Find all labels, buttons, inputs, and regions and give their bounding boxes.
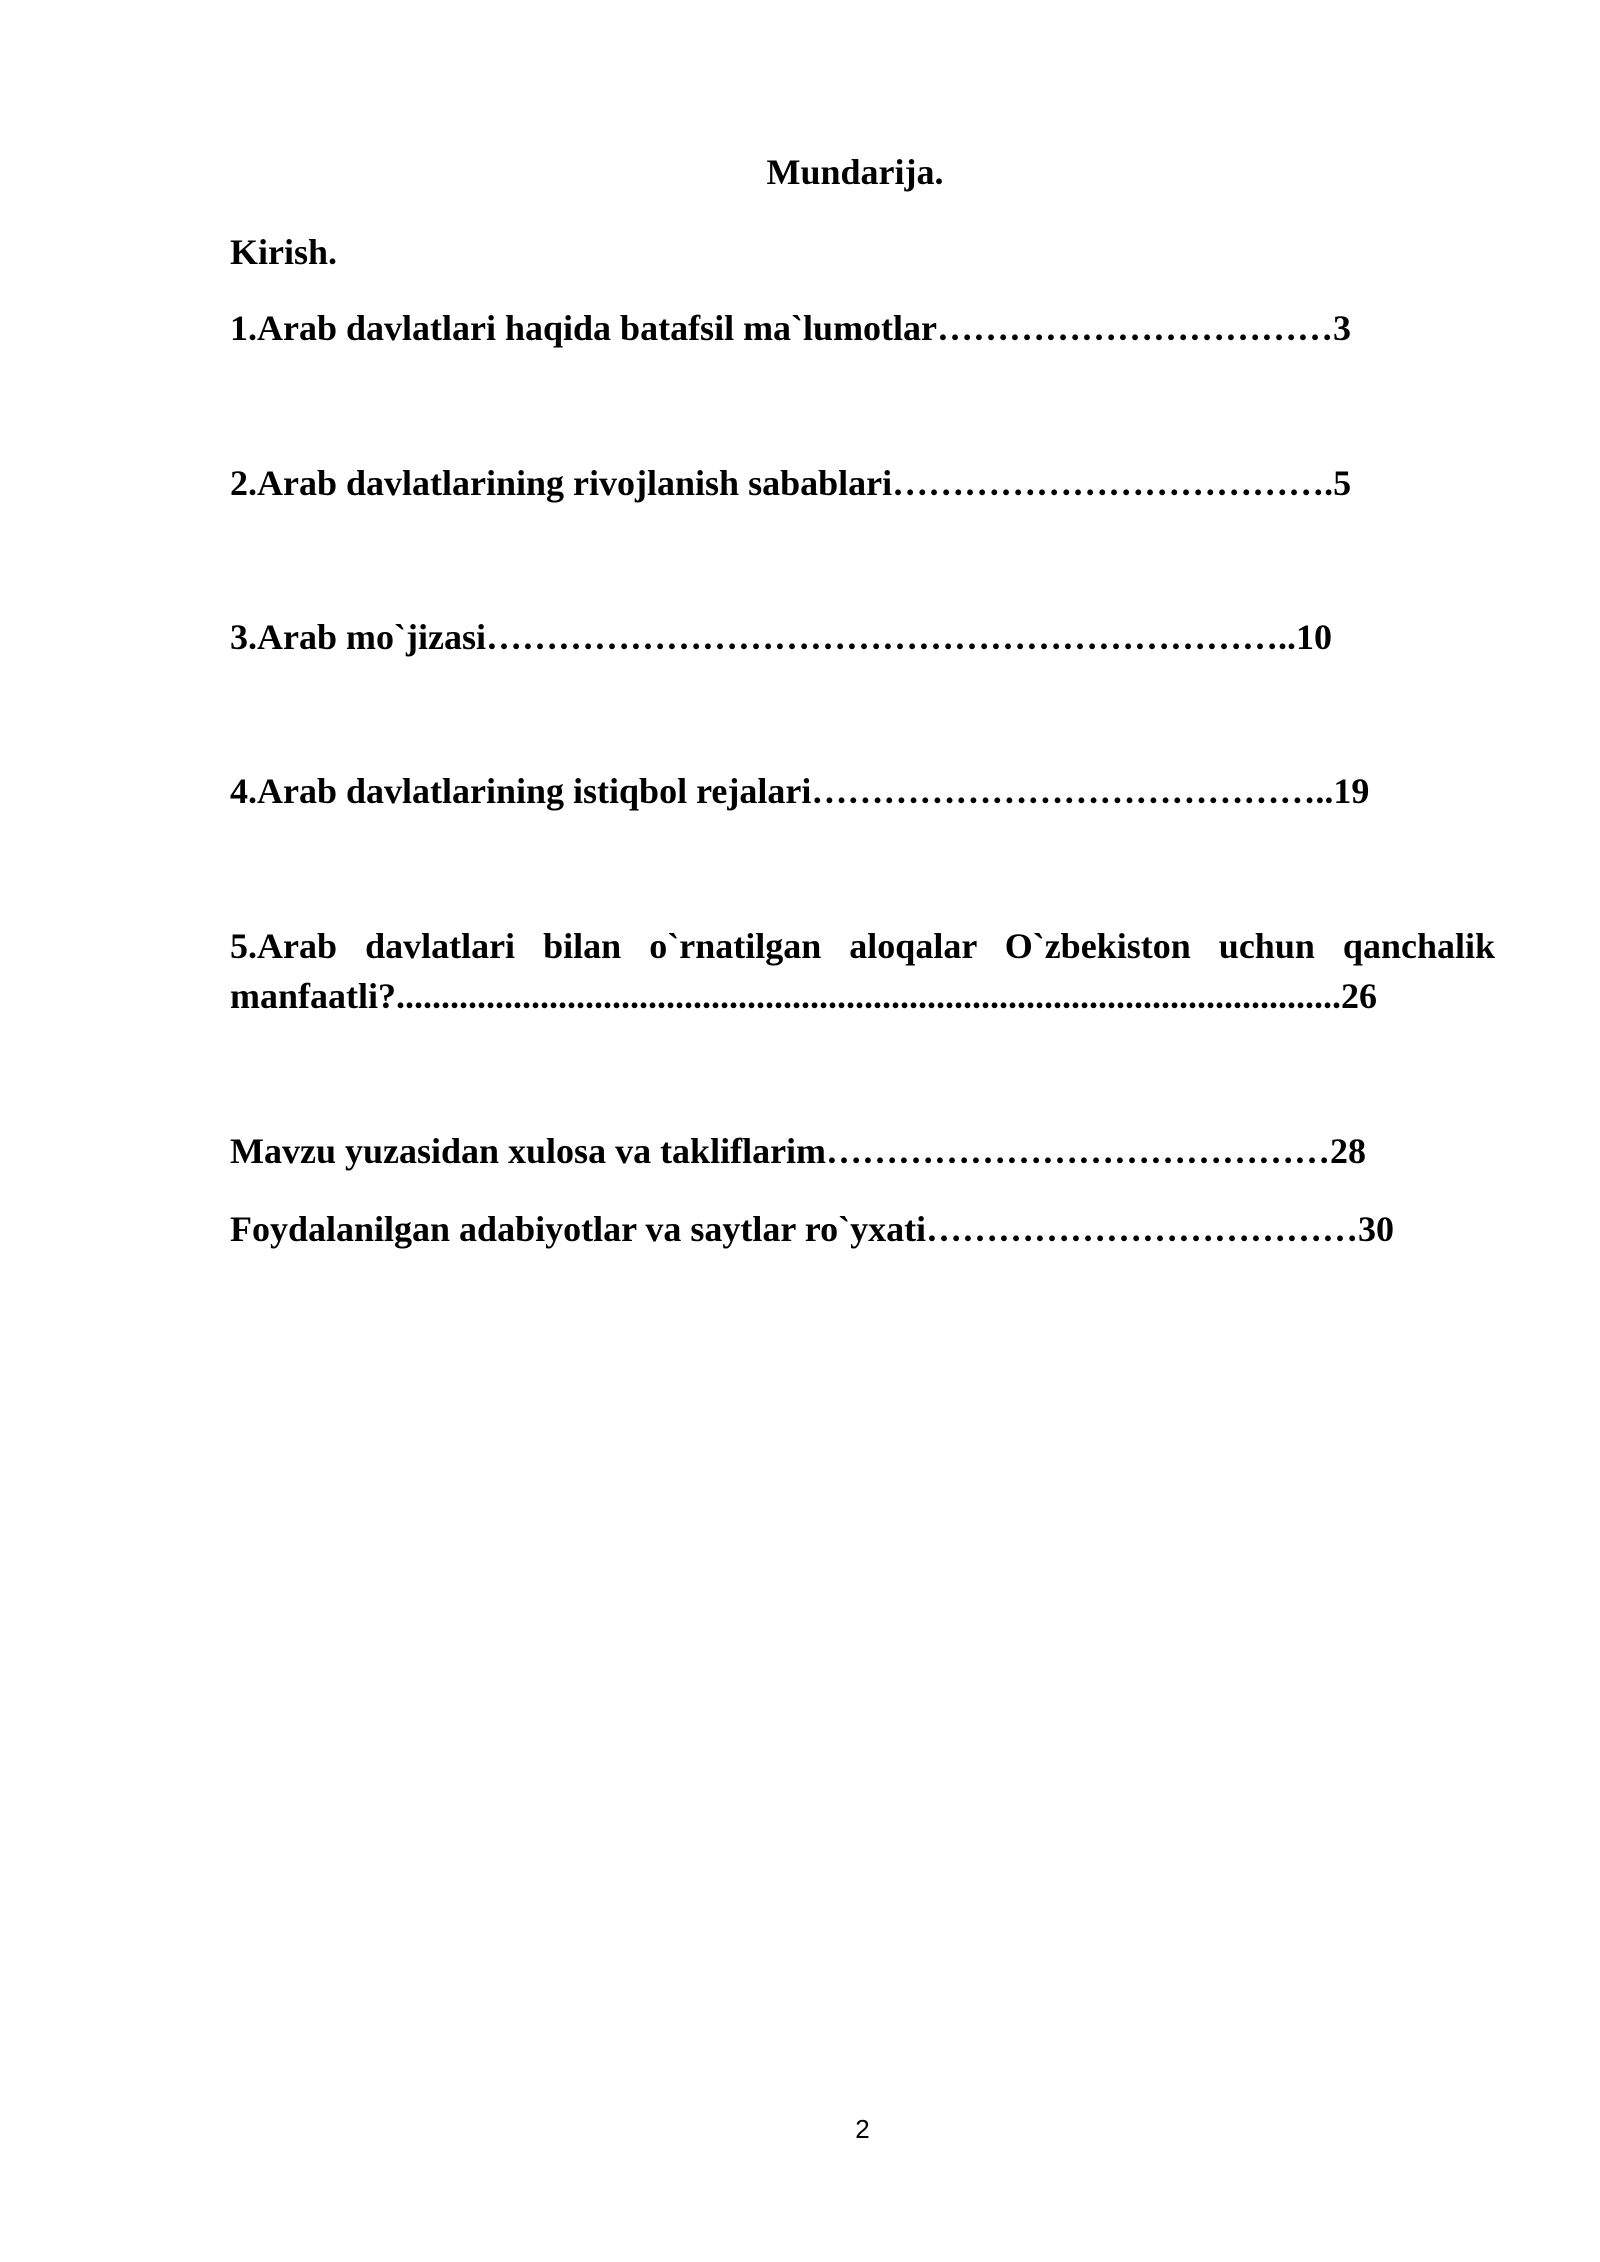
toc-conclusion: Mavzu yuzasidan xulosa va takliflarim……………………………………28 [230, 1131, 1367, 1171]
toc-references: Foydalanilgan adabiyotlar va saytlar ro`yxati………………………………30 [230, 1209, 1395, 1249]
toc-intro: Kirish. [230, 232, 338, 272]
page-title: Mundarija. [766, 152, 944, 192]
toc-entry-5-line-1: 5.Arab davlatlari bilan o`rnatilgan aloqalar O`zbekiston uchun qanchalik [230, 926, 1495, 966]
toc-entry-3: 3.Arab mo`jizasi…………………………………………………………..10 [230, 617, 1332, 657]
toc-entry-2: 2.Arab davlatlarining rivojlanish sabablari……………………………….5 [230, 463, 1352, 503]
toc-entry-4: 4.Arab davlatlarining istiqbol rejalari……………………………………..19 [230, 771, 1370, 811]
toc-entry-1: 1.Arab davlatlari haqida batafsil ma`lumotlar……………………………3 [230, 308, 1352, 348]
page-number: 2 [855, 2114, 870, 2144]
toc-entry-5-line-2: manfaatli?.........................................................................................................26 [230, 976, 1377, 1016]
